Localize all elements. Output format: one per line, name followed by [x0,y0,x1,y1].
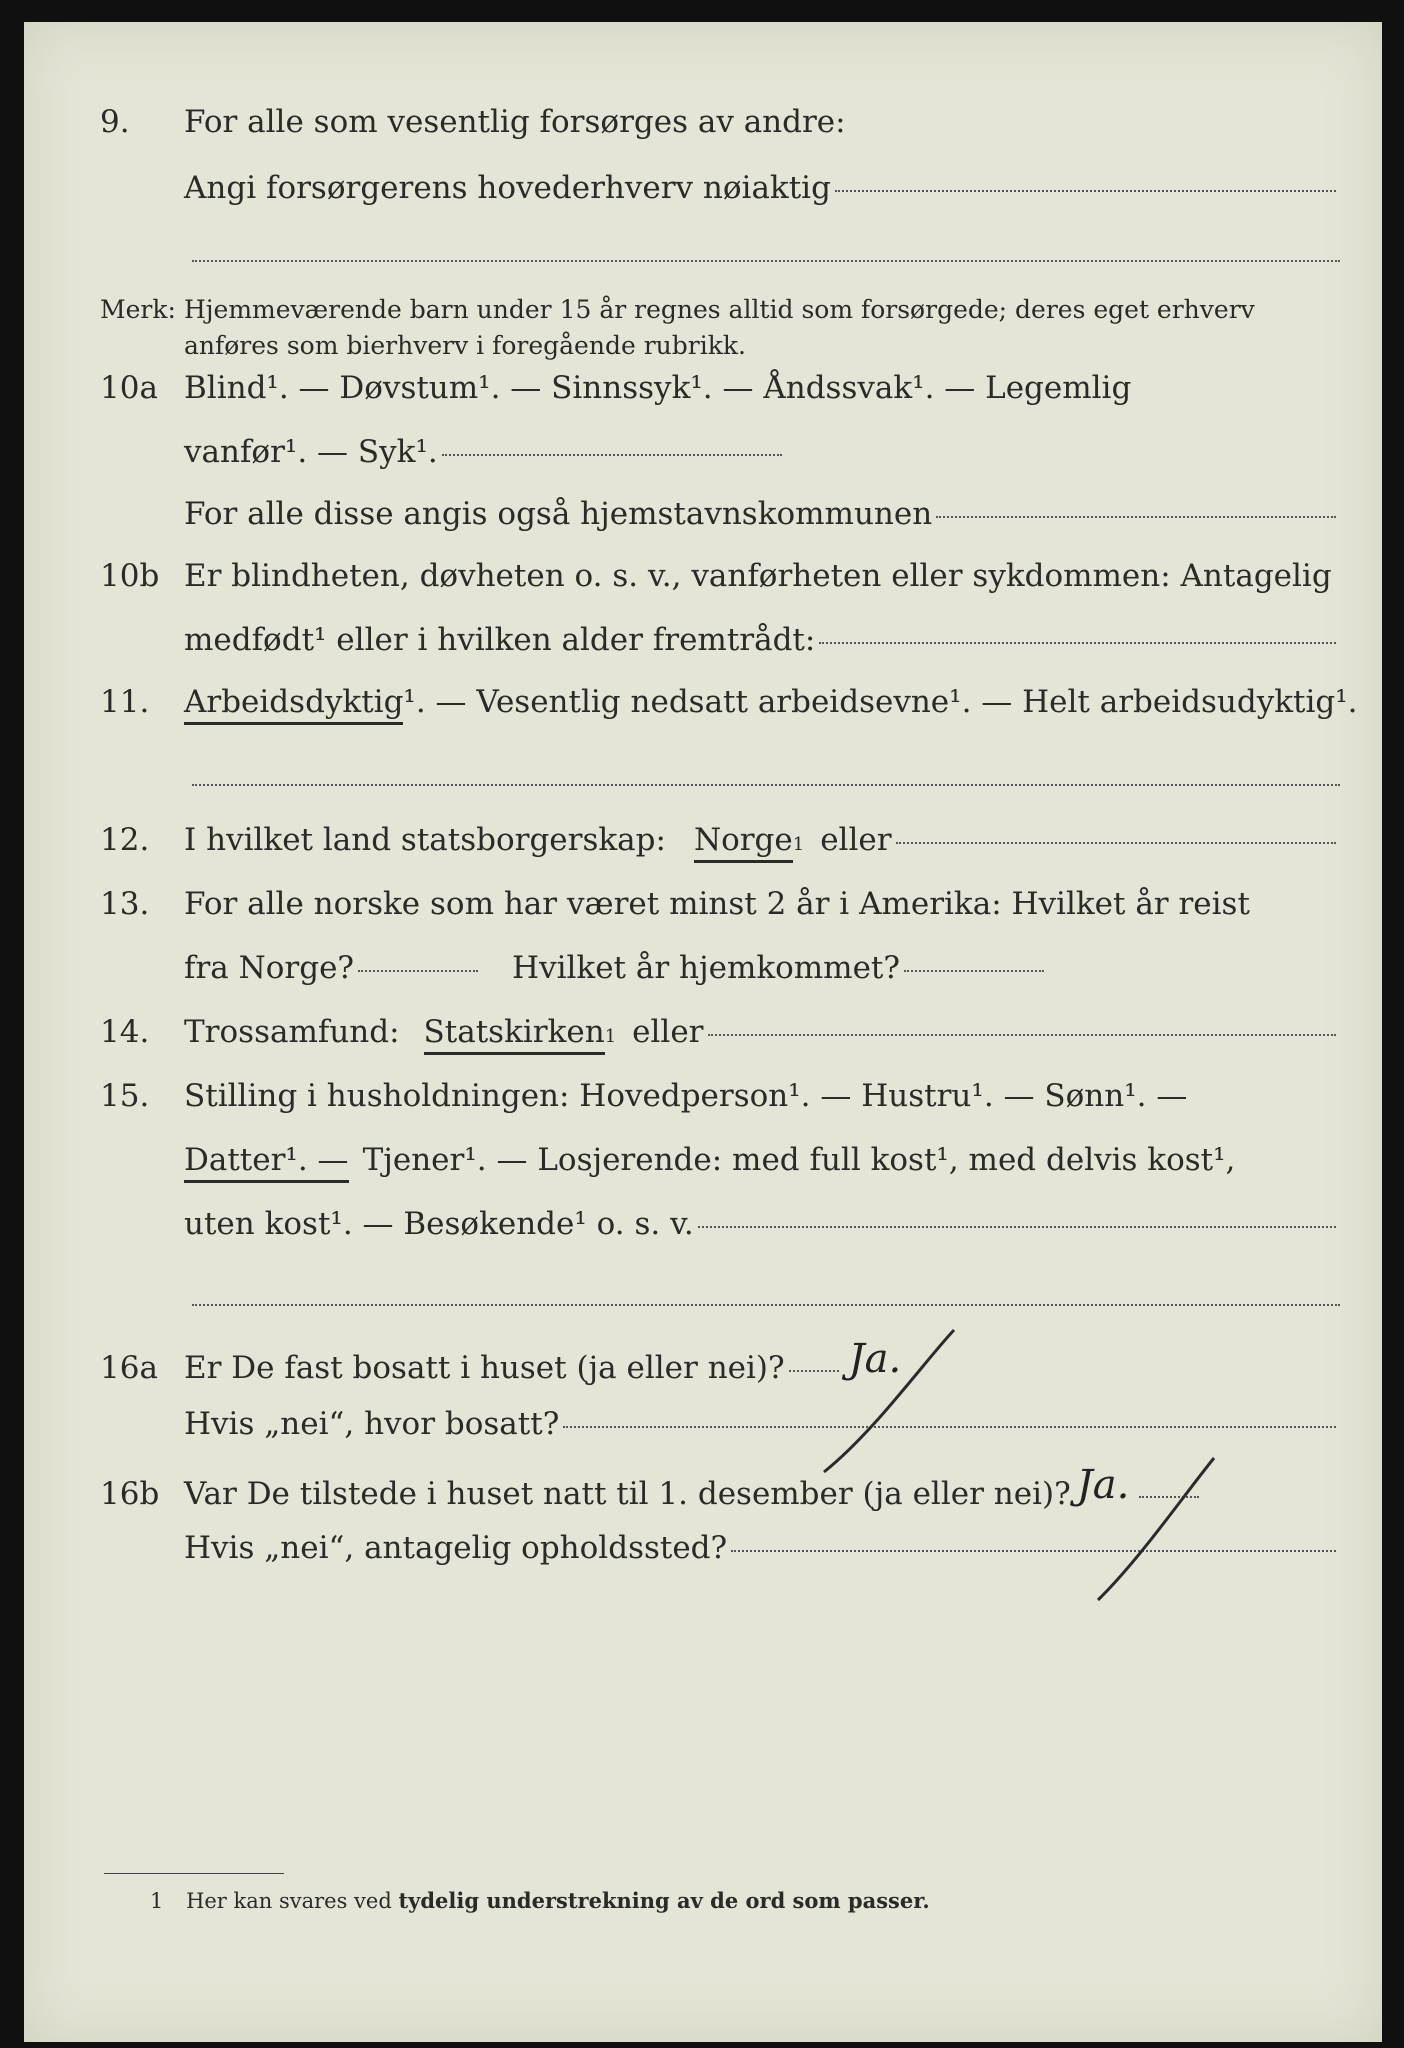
q9-main-occupation-label: Angi forsørgerens hovederhverv nøiaktig [184,170,831,206]
q15-line3 [100,1206,1340,1262]
q11-number: 11. [100,684,150,720]
q16b-line2 [100,1530,1340,1586]
q10a-line2 [100,434,1340,490]
q10a-options-1: Blind¹. — Døvstum¹. — Sinnssyk¹. — Åndssvak¹. — Legemlig [184,370,1132,406]
q10b-line1 [100,558,1340,614]
footnote-rule [104,1873,284,1874]
census-form-page [24,22,1382,2042]
q12-other-country-field[interactable] [896,842,1336,844]
q13-left-norway-field[interactable] [358,970,478,972]
q14-other-faith-field[interactable] [708,1034,1337,1036]
q10a-number: 10a [100,370,158,406]
q15-option-datter[interactable]: Datter¹. — [184,1142,349,1183]
q11-other-options: ¹. — Vesentlig nedsatt arbeidsevne¹. — Helt arbeidsudyktig¹. [403,684,1358,720]
q15-options-2: Tjener¹. — Losjerende: med full kost¹, med delvis kost¹, [362,1142,1236,1178]
q14-option-statskirken[interactable]: Statskirken [424,1014,605,1055]
q10b-age-field[interactable] [819,642,1336,644]
q13-line1 [100,886,1340,942]
q10a-home-municipality-label: For alle disse angis også hjemstavnskommunen [184,496,933,532]
q16a-line1 [100,1336,1340,1398]
q10b-question-2: medfødt¹ eller i hvilken alder fremtrådt: [184,622,816,658]
q13-returned-label: Hvilket år hjemkommet? [512,950,901,986]
q16b-stay-label: Hvis „nei“, antagelig opholdssted? [184,1530,728,1566]
q16a-handwritten-answer[interactable]: Ja. [848,1336,902,1382]
q15-options-3: uten kost¹. — Besøkende¹ o. s. v. [184,1206,694,1242]
q16b-question: Var De tilstede i huset natt til 1. desember (ja eller nei)? [184,1476,1071,1512]
q16b-line1 [100,1462,1340,1524]
q16b-stay-field[interactable] [731,1550,1336,1552]
q14-number: 14. [100,1014,150,1050]
q10a-options-2: vanfør¹. — Syk¹. [184,434,438,470]
q11-option-arbeidsdyktig[interactable]: Arbeidsdyktig [184,684,403,725]
q12-eller: eller [820,822,892,858]
q10b-question-1: Er blindheten, døvheten o. s. v., vanførheten eller sykdommen: Antagelig [184,558,1332,594]
q16b-number: 16b [100,1476,160,1512]
q9-line2 [100,170,1340,226]
q9-number: 9. [100,104,130,140]
q13-returned-field[interactable] [904,970,1044,972]
q11-answer-line[interactable] [192,784,1340,786]
q16b-handwritten-answer[interactable]: Ja. [1076,1462,1130,1508]
q13-number: 13. [100,886,150,922]
q15-line1 [100,1078,1340,1134]
q12-question: I hvilket land statsborgerskap: [184,822,666,858]
footnote-mark: 1 [150,1889,164,1913]
q10a-line1 [100,370,1340,426]
q16a-where-field[interactable] [563,1426,1336,1428]
merk-label: Merk: [100,295,176,324]
q12-number: 12. [100,822,150,858]
q10a-home-municipality-field[interactable] [936,516,1336,518]
q10a-line3 [100,496,1340,552]
footnote-bold-text: tydelig understrekning av de ord som passer. [398,1888,930,1913]
q9-answer-line-2[interactable] [192,260,1340,262]
q13-question-1: For alle norske som har været minst 2 år i Amerika: Hvilket år reist [184,886,1250,922]
q16a-number: 16a [100,1350,158,1386]
q10a-sick-field[interactable] [442,454,782,456]
q15-other-field[interactable] [698,1226,1336,1228]
footnote-text: Her kan svares ved [186,1889,392,1913]
merk-text-2: anføres som bierhverv i foregående rubrikk. [184,331,746,360]
q14-line: 14. Trossamfund: Statskirken 1 eller [100,1014,1340,1070]
q15-answer-line[interactable] [192,1304,1340,1306]
merk-note [100,292,1340,364]
q9-answer-field[interactable] [835,190,1336,192]
q13-line2 [100,950,1340,1006]
q12-line: 12. I hvilket land statsborgerskap: Norge 1 eller [100,822,1340,878]
q16a-where-label: Hvis „nei“, hvor bosatt? [184,1406,560,1442]
q14-eller: eller [632,1014,704,1050]
q15-options-1: Stilling i husholdningen: Hovedperson¹. — Hustru¹. — Sønn¹. — [184,1078,1188,1114]
footnote [150,1888,1150,1913]
q15-number: 15. [100,1078,150,1114]
q13-left-norway-label: fra Norge? [184,950,355,986]
q10b-line2 [100,622,1340,678]
merk-text-1: Hjemmeværende barn under 15 år regnes alltid som forsørgede; deres eget erhverv [184,295,1255,324]
q9-title: For alle som vesentlig forsørges av andre: [184,104,846,140]
q9-line1 [100,104,1340,160]
q10b-number: 10b [100,558,160,594]
q11-line [100,684,1358,740]
q16a-line2 [100,1406,1340,1462]
q16a-question: Er De fast bosatt i huset (ja eller nei)? [184,1350,785,1386]
q12-option-norge[interactable]: Norge [694,822,793,863]
q14-question: Trossamfund: [184,1014,400,1050]
q15-line2 [100,1142,1340,1198]
